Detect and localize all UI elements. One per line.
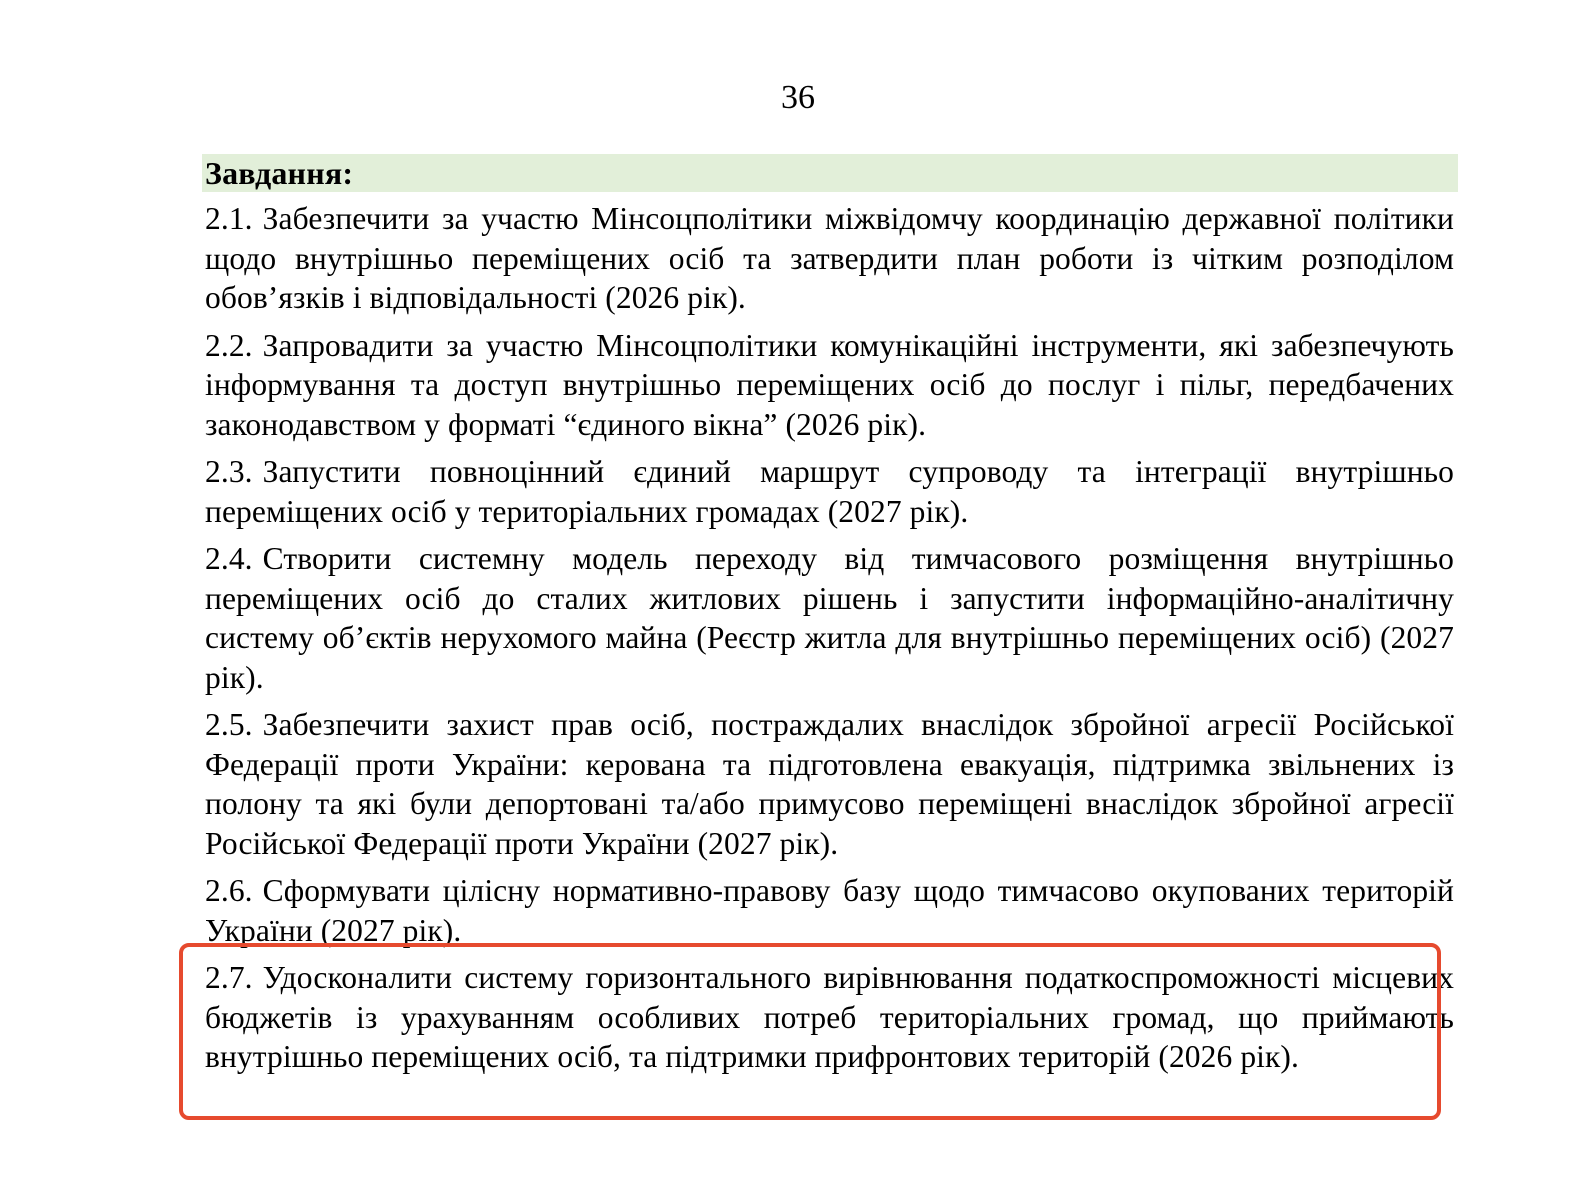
task-text: Запровадити за участю Мінсоцполітики комунікаційні інструменти, які забезпечують інформування та доступ внутрішньо переміщених осіб до послуг і пільг, передбачених законодавством у форматі “єдиного вікна” (2026 рік). (205, 327, 1454, 442)
task-text: Створити системну модель переходу від тимчасового розміщення внутрішньо переміщених осіб до сталих житлових рішень і запустити інформаційно-аналітичну систему об’єктів нерухомого майна (Реєстр житла для внутрішньо переміщених осіб) (2027 рік). (205, 541, 1454, 695)
task-item-2-2 (205, 326, 1454, 445)
task-list (205, 199, 1454, 1077)
task-text: Забезпечити за участю Мінсоцполітики міжвідомчу координацію державної політики щодо внутрішньо переміщених осіб та затвердити план роботи із чітким розподілом обов’язків і відповідальності (2026 рік). (205, 201, 1454, 315)
task-number: 2.4. (205, 541, 253, 576)
task-number: 2.5. (205, 707, 253, 742)
task-number: 2.1. (205, 201, 253, 236)
section-heading-bar (202, 154, 1458, 192)
task-text: Забезпечити захист прав осіб, постраждалих внаслідок збройної агресії Російської Федерації проти України: керована та підготовлена евакуація, підтримка звільнених із полону та які були депортовані та/або примусово переміщені внаслідок збройної агресії Російської Федерації проти України (2027 рік). (205, 707, 1454, 861)
task-number: 2.2. (205, 327, 253, 363)
task-item-2-3 (205, 452, 1454, 531)
task-text: Удосконалити систему горизонтального вирівнювання податкоспроможності місцевих бюджетів із урахуванням особливих потреб територіальних громад, що приймають внутрішньо переміщених осіб, та підтримки прифронтових територій (2026 рік). (205, 960, 1454, 1074)
task-number: 2.6. (205, 873, 253, 908)
task-number: 2.7. (205, 960, 253, 995)
task-item-2-5 (205, 705, 1454, 863)
task-item-2-1 (205, 199, 1454, 318)
task-text: Запустити повноцінний єдиний маршрут супроводу та інтеграції внутрішньо переміщених осіб у територіальних громадах (2027 рік). (205, 454, 1454, 529)
tasks-section (205, 154, 1454, 1085)
task-number: 2.3. (205, 454, 253, 489)
page-number: 36 (781, 79, 815, 116)
task-item-2-4 (205, 539, 1454, 697)
task-text: Сформувати цілісну нормативно-правову базу щодо тимчасово окупованих територій України (2027 рік). (205, 873, 1454, 948)
section-heading: Завдання: (205, 155, 354, 191)
task-item-2-6 (205, 871, 1454, 950)
task-item-2-7 (205, 958, 1454, 1077)
